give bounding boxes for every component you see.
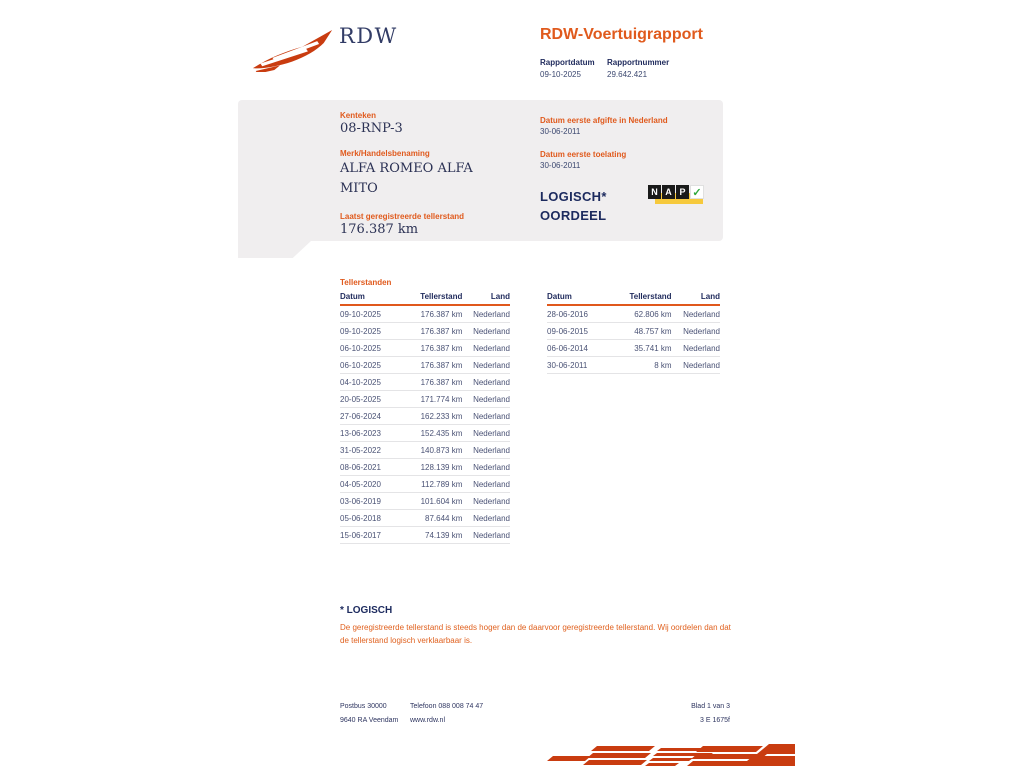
- table-cell: 128.139 km: [405, 459, 463, 476]
- report-number-value: 29.642.421: [607, 70, 648, 79]
- table-row: [340, 391, 510, 408]
- table-cell: 176.387 km: [405, 357, 463, 374]
- footer-address-line1: Postbus 30000: [340, 703, 387, 710]
- table-cell: 30-06-2011: [547, 357, 613, 374]
- table-cell: Nederland: [462, 442, 510, 459]
- table-cell: Nederland: [462, 408, 510, 425]
- summary-box-notch: [238, 241, 311, 258]
- table-cell: 04-05-2020: [340, 476, 405, 493]
- table-cell: Nederland: [462, 459, 510, 476]
- table-cell: 09-10-2025: [340, 323, 405, 340]
- table-cell: Nederland: [462, 493, 510, 510]
- rdw-logotype: RDW: [339, 24, 398, 48]
- table-row: [340, 527, 510, 544]
- col-header-tellerstand: Tellerstand: [613, 292, 672, 305]
- tellerstand-label: Laatst geregistreerde tellerstand: [340, 212, 465, 221]
- table-row: [340, 357, 510, 374]
- merk-label: Merk/Handelsbenaming: [340, 149, 430, 158]
- table-cell: 74.139 km: [405, 527, 463, 544]
- oordeel-line1: LOGISCH*: [540, 189, 607, 204]
- table-row: [340, 442, 510, 459]
- table-row: [340, 459, 510, 476]
- table-row: [340, 340, 510, 357]
- table-row: [547, 305, 720, 323]
- table-cell: 162.233 km: [405, 408, 463, 425]
- col-header-land: Land: [672, 292, 720, 305]
- table-cell: 06-06-2014: [547, 340, 613, 357]
- table-cell: Nederland: [462, 305, 510, 323]
- table-cell: 09-06-2015: [547, 323, 613, 340]
- footer-address-line2: 9640 RA Veendam: [340, 717, 399, 724]
- nap-letter-p: P: [676, 185, 689, 199]
- table-cell: 176.387 km: [405, 323, 463, 340]
- table-row: [547, 323, 720, 340]
- table-cell: 20-05-2025: [340, 391, 405, 408]
- page-title: RDW-Voertuigrapport: [540, 26, 703, 43]
- table-row: [340, 408, 510, 425]
- table-row: [547, 340, 720, 357]
- tellerstand-value: 176.387 km: [340, 222, 419, 237]
- table-cell: 176.387 km: [405, 374, 463, 391]
- table-cell: 112.789 km: [405, 476, 463, 493]
- nap-check-icon: ✓: [690, 185, 704, 199]
- table-cell: Nederland: [672, 340, 720, 357]
- table-row: [340, 374, 510, 391]
- col-header-land: Land: [462, 292, 510, 305]
- table-cell: Nederland: [462, 340, 510, 357]
- table-cell: 35.741 km: [613, 340, 672, 357]
- logisch-footnote-title: * LOGISCH: [340, 605, 393, 616]
- tellerstanden-table-left: [340, 292, 510, 544]
- table-row: [547, 357, 720, 374]
- table-cell: Nederland: [672, 323, 720, 340]
- rdw-bird-logo-icon: [252, 28, 334, 72]
- table-header-row: [547, 292, 720, 305]
- footer-form-code: 3 E 1675f: [700, 717, 730, 724]
- footer-page-number: Blad 1 van 3: [691, 703, 730, 710]
- table-cell: 15-06-2017: [340, 527, 405, 544]
- table-row: [340, 510, 510, 527]
- oordeel-verdict: [540, 187, 607, 225]
- table-cell: 62.806 km: [613, 305, 672, 323]
- table-cell: 27-06-2024: [340, 408, 405, 425]
- report-date-value: 09-10-2025: [540, 70, 581, 79]
- table-cell: 28-06-2016: [547, 305, 613, 323]
- table-cell: 03-06-2019: [340, 493, 405, 510]
- table-cell: 31-05-2022: [340, 442, 405, 459]
- footer-website: www.rdw.nl: [410, 717, 446, 724]
- table-cell: 171.774 km: [405, 391, 463, 408]
- table-cell: Nederland: [462, 391, 510, 408]
- eerste-afgifte-label: Datum eerste afgifte in Nederland: [540, 116, 668, 125]
- table-cell: Nederland: [462, 527, 510, 544]
- table-cell: 176.387 km: [405, 340, 463, 357]
- kenteken-label: Kenteken: [340, 111, 377, 120]
- table-cell: 09-10-2025: [340, 305, 405, 323]
- table-cell: 04-10-2025: [340, 374, 405, 391]
- table-cell: 06-10-2025: [340, 340, 405, 357]
- merk-value: ALFA ROMEO ALFA MITO: [340, 161, 473, 196]
- speed-stripes-graphic: [545, 744, 795, 768]
- table-row: [340, 323, 510, 340]
- col-header-datum: Datum: [340, 292, 405, 305]
- eerste-toelating-label: Datum eerste toelating: [540, 150, 627, 159]
- table-row: [340, 305, 510, 323]
- nap-logo: [648, 185, 704, 207]
- table-cell: 13-06-2023: [340, 425, 405, 442]
- table-cell: 05-06-2018: [340, 510, 405, 527]
- table-cell: Nederland: [462, 323, 510, 340]
- kenteken-value: 08-RNP-3: [340, 121, 403, 136]
- report-date-label: Rapportdatum: [540, 58, 595, 67]
- table-cell: 48.757 km: [613, 323, 672, 340]
- table-cell: Nederland: [672, 357, 720, 374]
- table-cell: 06-10-2025: [340, 357, 405, 374]
- table-row: [340, 476, 510, 493]
- eerste-afgifte-value: 30-06-2011: [540, 127, 581, 136]
- table-cell: Nederland: [462, 374, 510, 391]
- report-number-label: Rapportnummer: [607, 58, 670, 67]
- oordeel-line2: OORDEEL: [540, 208, 607, 223]
- table-row: [340, 425, 510, 442]
- footer-phone: Telefoon 088 008 74 47: [410, 703, 484, 710]
- table-cell: 8 km: [613, 357, 672, 374]
- tellerstanden-title: Tellerstanden: [340, 278, 392, 287]
- nap-letter-a: A: [662, 185, 675, 199]
- table-cell: 101.604 km: [405, 493, 463, 510]
- table-header-row: [340, 292, 510, 305]
- table-cell: 140.873 km: [405, 442, 463, 459]
- table-cell: Nederland: [462, 425, 510, 442]
- table-cell: 176.387 km: [405, 305, 463, 323]
- table-cell: 87.644 km: [405, 510, 463, 527]
- table-cell: Nederland: [462, 510, 510, 527]
- tellerstanden-table-right: [547, 292, 720, 374]
- table-cell: Nederland: [462, 476, 510, 493]
- table-cell: 08-06-2021: [340, 459, 405, 476]
- table-row: [340, 493, 510, 510]
- table-cell: 152.435 km: [405, 425, 463, 442]
- eerste-toelating-value: 30-06-2011: [540, 161, 581, 170]
- logisch-footnote-text: De geregistreerde tellerstand is steeds hoger dan de daarvoor geregistreerde tellerstand. Wij oordelen dan dat de tellerstand logisch verklaarbaar is.: [340, 623, 731, 645]
- table-cell: Nederland: [462, 357, 510, 374]
- col-header-tellerstand: Tellerstand: [405, 292, 463, 305]
- col-header-datum: Datum: [547, 292, 613, 305]
- table-cell: Nederland: [672, 305, 720, 323]
- nap-letter-n: N: [648, 185, 661, 199]
